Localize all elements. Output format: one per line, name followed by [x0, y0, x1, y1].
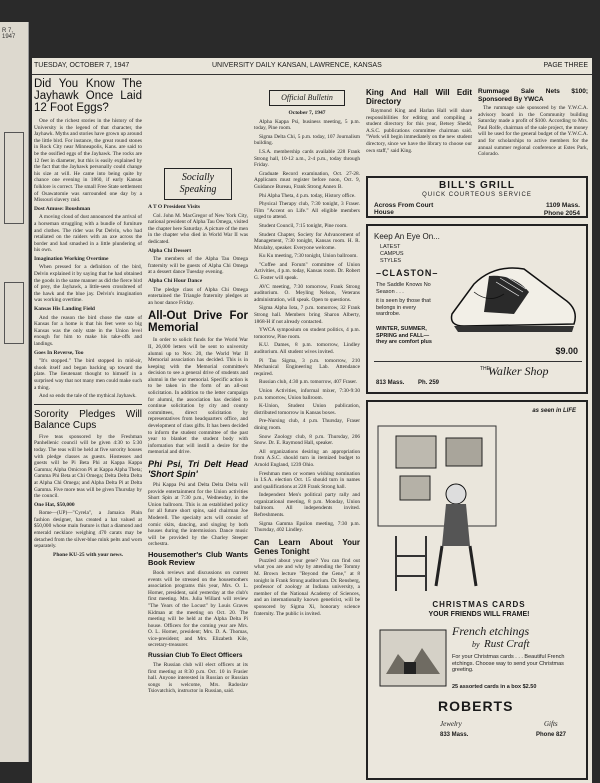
claston-campus: CAMPUS — [380, 251, 404, 257]
phipsi-headline: Phi Psi, Tri Delt Head 'Short Spin' — [148, 459, 248, 479]
roberts-address: 833 Mass. — [440, 732, 469, 738]
claston-eye: Keep An Eye On... — [374, 232, 440, 241]
phone-news-line: Phone KU-25 with your news. — [52, 551, 124, 558]
page-header — [32, 58, 592, 75]
christmas-cards-sub: YOUR FRIENDS WILL FRAME! — [428, 611, 530, 618]
prev-page-block — [4, 282, 24, 344]
by-text: by — [472, 640, 480, 649]
bulletin-item: Independent Men's political party rally and organizational meeting, 8 p.m. Monday, Union ballroom. All independents invited. Refreshments. — [254, 492, 360, 519]
bulletin-item: Graduate Record examination, Oct. 27-28. Applicants must register before noon, Oct. 9, Guidance Bureau, Frank Strong Annex B. — [254, 170, 360, 190]
memorial-body: In order to solicit funds for the World War II, 26,000 letters will be sent to university alumni up to Nov. 20, the World War II Memorial association has decided. This is in keeping with the Memorial committee's decision to see a general drive of students and alumni in the war memorial. Specific action is to be taken in the form of an all-out solicitation. In addition to the letter campaign for alumni, the association has decided to continue solicitation by city and county committees, direct solicitation by representatives from headquarters office, and development of class gifts. It has been decided to inform the student committee of the past year to blanket the student body with information that will instill a desire for the memorial and drive. — [148, 337, 248, 456]
memorial-headline: All-Out Drive For Memorial — [148, 310, 248, 335]
grill-name: BILL'S GRILL — [438, 180, 516, 191]
society-body: Col. John M. MacGregor of New York City, national president of Alpha Tau Omega, visited the chapter here Saturday. A picture of the men in the chapter who died in World War II was dedicated. — [148, 212, 249, 245]
bulletin-item: Pre-Nursing club, 4 p.m. Thursday, Fraser dining room. — [254, 418, 360, 431]
bulletin-item: Sigma Alpha Iota, 7 p.m. tomorrow, 32 Frank Strong hall. Members bring Sharon Alberty, 1868-H if not already contacted. — [254, 305, 360, 325]
header-date: TUESDAY, OCTOBER 7, 1947 — [34, 62, 130, 69]
jayhawk-subhead: Imagination Working Overtime — [34, 255, 109, 262]
claston-copy2: it is seen by those that belongs in every wardrobe. — [376, 298, 431, 318]
jayhawk-body: "It's stopped." The bird stopped in mid-air, shook itself and began backing up toward the plate. The lieutenant thought to himself in a surprised way that not many men could make such a thing. — [34, 358, 142, 391]
walker-shop-name: Walker Shop — [488, 364, 549, 378]
bulletin-item: AVC meeting, 7:30 tomorrow, Frank Strong auditorium. O. Meyling Nelson, Veterans administration, will speak. Open to questions. — [254, 283, 360, 303]
bulletin-item: All organizations desiring an appropriation from A.S.C. should turn in itemized budget to Arnold England, 1239 Ohio. — [254, 448, 360, 468]
jayhawk-subhead: Kansas His Landing Field — [34, 306, 95, 313]
bulletin-item: Russian club, 4:30 p.m. tomorrow, 407 Fraser. — [259, 379, 358, 386]
walker-phone: Ph. 259 — [418, 380, 440, 386]
kinghall-headline: King And Hall Will Edit Directory — [366, 88, 472, 106]
bulletin-item: Student Council, 7:15 tonight, Pine room. — [259, 222, 348, 229]
official-bulletin-title: Official Bulletin — [281, 93, 333, 102]
society-subhead: Alpha Chi Hour Dance — [148, 277, 203, 284]
genes-body: Puzzled about your gene? You can find out what you are and why by attending the Tommy M. Brown lecture "Beyond the Gene," at 8 tonight in Frank Strong auditorium. Dr. Rensberg, professor of zoology at Indiana university, a member of the National Academy of Sciences, and an internationally known geneticist, will be sponsored by Sigma Xi, honorary science fraternity. The public is invited. — [254, 557, 360, 617]
roberts-copy: For your Christmas cards . . . Beautiful French etchings. Choose way to send your Christmas greeting. — [452, 654, 565, 674]
claston-latest-group — [380, 244, 404, 265]
jayhawk-body: A moving cloud of dust announced the arrival of a horseman struggling with a bundle of furniture and clothes. The rider was Pat Delvin, who had retaliated on the raiders with an axe across the border and had smashed in a little plundering of his own. — [34, 214, 142, 254]
bulletin-item: YWCA symposium on student politics, 4 p.m. tomorrow, Pine room. — [254, 327, 360, 340]
jayhawk-body: And so ends the tale of the mythical Jayhawk. — [39, 393, 137, 400]
society-body: The members of the Alpha Tau Omega fraternity will be guests of Alpha Chi Omega at a dessert dance Tuesday evening. — [148, 256, 248, 276]
divider — [34, 404, 142, 405]
as-seen-in-life: as seen in LIFE — [532, 408, 576, 414]
bulletin-item: Physical Therapy club, 7:30 tonight, 3 Fraser. Film "Accent on Life." All eligible members urged to attend. — [254, 201, 360, 221]
kinghall-body: Raymond King and Harlan Hall will share responsibilities for editing and compiling a student directory for this year, Betsey Shedd, A.S.C. publications committee chairman said. "Work will begin immediately on the new student directory, since we have the library to choose our own staff," said King. — [366, 108, 472, 154]
header-masthead: UNIVERSITY DAILY KANSAN, LAWRENCE, KANSAS — [212, 62, 382, 69]
roberts-jewelry: Jewelry — [440, 720, 462, 728]
saddle-shoe-illustration — [444, 244, 584, 344]
etching-sample-illustration — [378, 628, 448, 688]
russian-body: The Russian club will elect officers at its first meeting at 8:30 p.m. Oct. 10 in Frasier hall. Anyone interested in Russian or Russian songs is welcome, Mrs. Radoslav Tsiovatchich, instructor in Russian, said. — [148, 662, 248, 695]
bulletin-item: K-Union, Student Union publication, distributed tomorrow in Kansas boxes. — [254, 403, 360, 416]
claston-brand: –CLASTON– — [376, 268, 439, 278]
claston-seasons: WINTER, SUMMER, SPRING and FALL—they are comfort plus — [376, 326, 432, 346]
socially-speaking-box — [164, 168, 232, 200]
sorority-body: Five teas sponsored by the Freshman Panhellenic council will be given 4:30 to 5:30 today. The teas will be held at five sorority houses with pledge classes as guests. Hostesses and guests will be Pi Beta Phi at Kappa Kappa Gamma; Alpha Omicron Pi at Kappa Alpha Theta; Gamma Phi Beta at Chi Omega; Delta Delta Delta at Alpha Chi Omega; and Alpha Delta Pi at Delta Gamma. Five more teas will be given Thursday by the council. — [34, 433, 142, 500]
sorority-headline: Sorority Pledges Will Balance Cups — [34, 408, 142, 431]
bulletin-item: Sigma Gamma Epsilon meeting, 7:30 p.m. Thursday, 402 Lindley. — [254, 520, 360, 534]
jayhawk-body: And the reason the bird chose the state of Kansas for a home is that his feet were so big Kansas was the only state in the Union level enough for him to make his take-offs and landings. — [34, 314, 142, 347]
society-subhead: Alpha Chi Dessert — [148, 247, 192, 254]
column-bulletin — [254, 78, 360, 778]
jayhawk-body: When pressed for a definition of the bird, Delvin explained it by saying that he had obtained the goods in the same manner as did the fierce bird of prey, the Jayhawk, a little-seen crossbreed of the hawk and the blue jay. Delvin's imagination was working overtime. — [34, 264, 142, 304]
roberts-phone: Phone 827 — [536, 732, 567, 738]
bulletin-date: October 7, 1947 — [288, 110, 326, 116]
christmas-cards-title: CHRISTMAS CARDS — [432, 600, 526, 609]
housemother-body: Book reviews and discussions on current events will be stressed on the housemothers association programs this year, Mrs. O. L. Horner, president, said yesterday at the club's first meeting. Mrs. Julia Willard will review "The Years of the Locust" by Louis Graves Kidman at the meeting on Oct. 20. The meeting will be held at the Alpha Delta Pi house. Officers for the coming year are Mrs. O. L. Horner, president; Mrs. D. A. Thomas, vice-president; and Mrs. Elizabeth Kile, secretary-treasurer. — [148, 569, 248, 649]
bulletin-item: I.S.A. membership cards available 228 Frank Strong hall, 10-12 a.m., 2-4 p.m., today through Friday. — [254, 148, 360, 169]
rummage-body: The rummage sale sponsored by the Y.W.C.A. advisory board in the Community building Saturday made a profit of $100. According to Mrs. Paul Rolfe, chairman of the sale project, the money will be used for the general budget of the Y.W.C.A. and for scholarships to active members for the annual summer regional conference at Estes Park, Colorado. — [478, 105, 588, 158]
bulletin-item: Union Activities, informal mixer, 7:30-9:30 p.m. tomorrow, Union ballroom. — [254, 387, 360, 401]
cartoon-framer-illustration — [376, 416, 506, 596]
grill-phone: Phone 2054 — [543, 210, 580, 217]
store-the: THE — [480, 366, 490, 372]
claston-latest: LATEST — [380, 244, 401, 250]
newspaper-page — [32, 58, 592, 783]
claston-styles: STYLES — [380, 258, 402, 264]
bulletin-item: Alpha Kappa Psi, business meeting, 5 p.m. today, Pine room. — [254, 118, 360, 132]
jayhawk-subhead: Dost Amuse: Boushman — [34, 205, 91, 212]
claston-copy1: The Saddle Knows No Season . . . — [376, 282, 431, 295]
rust-craft: Rust Craft — [484, 638, 530, 650]
claston-price: $9.00 — [555, 346, 578, 356]
bulletin-item: Ku Ku meeting, 7:30 tonight, Union ballroom. — [259, 253, 358, 260]
grill-tagline: QUICK COURTEOUS SERVICE — [422, 192, 532, 198]
bulletin-item: "Coffee and Forum" committee of Union Activities, 4 p.m. today, Kansas room. Dr. Robert G. Foster will speak. — [254, 261, 360, 282]
previous-page-edge — [0, 22, 29, 762]
bulletin-item: Snow Zoology club, 8 p.m. Thursday, 206 Snow. Dr. E. Raymond Hall, speaker. — [254, 433, 360, 447]
bulletin-item: Pi Tau Sigma, 3 p.m. tomorrow, 210 Mechanical Engineering Lab. Attendance required. — [254, 357, 360, 377]
column-jayhawk — [34, 78, 142, 778]
roberts-gifts: Gifts — [544, 720, 558, 728]
roberts-name: ROBERTS — [438, 698, 514, 714]
french-etchings: French etchings — [452, 624, 530, 638]
phipsi-body: Phi Kappa Psi and Delta Delta Delta will provide entertainment for the Union activities Short Spin at 7:30 p.m., Wednesday, in the Union ballroom. This is an established policy for all future short spins, said chairman Joe Moderell. The specialty acts will consist of comic skits, dancing, and singing by both houses during the intermission. Dance music will be provided by the Charley Steeper orchestra. — [148, 482, 248, 548]
walker-address: 813 Mass. — [376, 380, 405, 386]
bulletin-list — [254, 119, 360, 534]
bulletin-item: Sigma Delta Chi, 5 p.m. today, 107 Journalism building. — [254, 133, 360, 147]
official-bulletin-box — [269, 90, 345, 106]
roberts-price: 25 assorted cards in a box $2.50 — [452, 684, 537, 690]
rummage-headline: Rummage Sale Nets $100; Sponsored By YWCA — [478, 88, 588, 103]
bulletin-item: Student Chapter, Society for Advancement of Management, 7:30 tonight, Kansas room. H. R. Mculahy, speaker. Everyone welcome. — [254, 231, 360, 251]
prev-page-date: R 7, 1947 — [2, 28, 16, 40]
roberts-christmas-ad — [366, 400, 588, 780]
bills-grill-ad — [366, 176, 588, 218]
society-subhead: A T O President Visits — [148, 204, 200, 210]
bulletin-item: Freshman men or women wishing nomination in I.S.A. election Oct. 15 should turn in names and qualifications at 228 Frank Strong hall. — [254, 470, 360, 490]
genes-headline: Can Learn About Your Genes Tonight — [254, 537, 360, 556]
grill-location: Across From Court House — [374, 202, 434, 216]
bulletin-item: K.U. Dames, 8 p.m. tomorrow, Lindley auditorium. All student wives invited. — [254, 342, 360, 355]
housemother-headline: Housemother's Club Wants Book Review — [148, 549, 248, 567]
jayhawk-body: One of the richest stories in the history of the University is the legend of that character, the Jayhawk. Myths and stories have grown up around the little bird. For instance, the great round stones in Rock City near Minneapolis, Kans. are said to be the ossified eggs of the Jayhawk. The rocks are 12 feet in diameter, but this is easily explained by the fact that the Jayhawk personally could change his size at will. He came into being quite by chance one evening in 1860, if early Kansas folklore is correct. The small Free State settlement of Osawatomie was surrounded one day by a Missouri slavery raid. — [34, 118, 142, 204]
society-body: The pledge class of Alpha Chi Omega entertained the Triangle fraternity pledges at an hour dance Friday. — [148, 286, 248, 306]
divider — [374, 361, 582, 362]
sorority-subhead: One Hat, $50,000 — [34, 501, 75, 508]
jayhawk-subhead: Goes In Reverse, Too — [34, 349, 84, 356]
bulletin-item: Phi Alpha Theta, 4 p.m. today, History office. — [259, 192, 356, 199]
grill-address: 1109 Mass. — [546, 202, 580, 209]
jayhawk-headline: Did You Know The Jayhawk Once Laid 12 Foot Eggs? — [34, 78, 142, 114]
header-page-number: PAGE THREE — [543, 62, 588, 69]
prev-page-block — [4, 132, 24, 224]
sorority-body: Rome—(UP)—"Cyrela", a Jamaica Plain fashion designer, has created a hat valued at $50,000 whose main feature is that a diamond and emerald necklace weighing 470 carats may be detached from the silver-blue mink pelts and worn separately. — [34, 510, 142, 550]
claston-shoe-ad — [366, 224, 588, 394]
socially-speaking-title: Socially Speaking — [179, 172, 217, 195]
column-society — [148, 78, 248, 778]
russian-headline: Russian Club To Elect Officers — [148, 652, 243, 660]
